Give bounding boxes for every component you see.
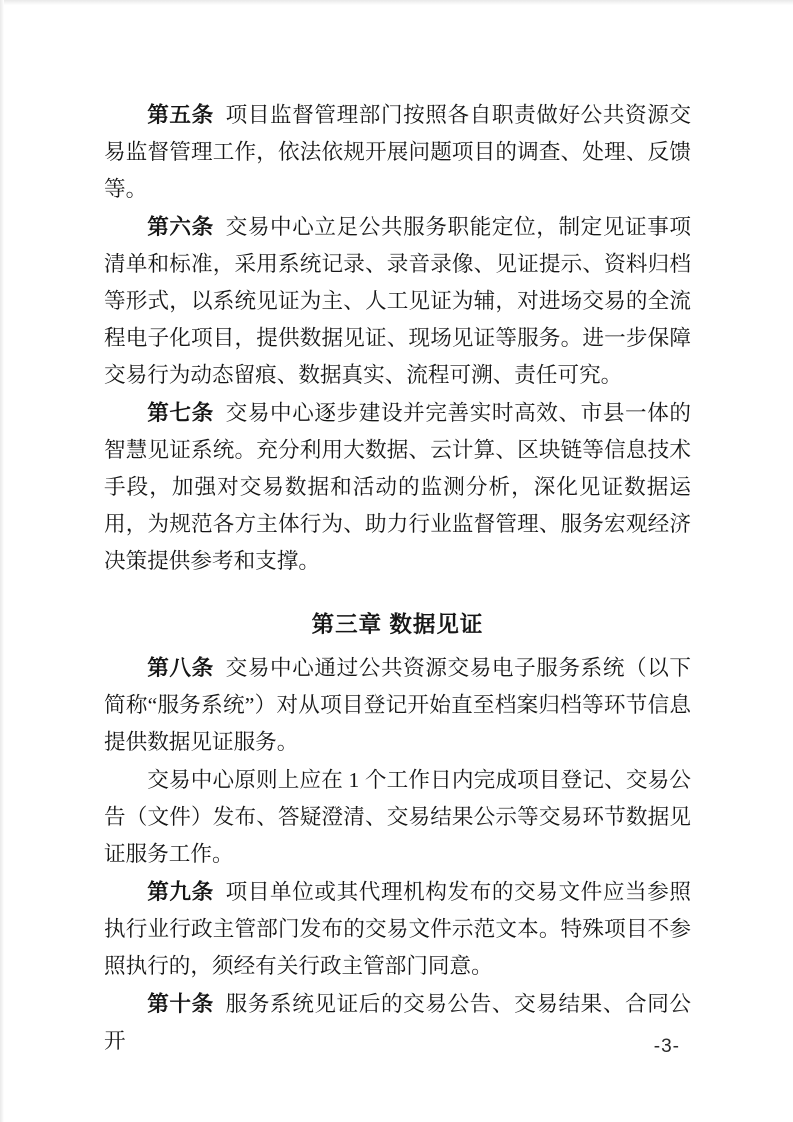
scan-edge-top — [0, 0, 793, 5]
page-number: -3- — [653, 1036, 680, 1057]
article-text: 交易中心逐步建设并完善实时高效、市县一体的智慧见证系统。充分利用大数据、云计算、区块链等信息技术手段，加强对交易数据和活动的监测分析，深化见证数据运用，为规范各方主体行为、助力行业监督管理、服务宏观经济决策提供参考和支撑。 — [104, 401, 691, 573]
chapter-heading: 第三章 数据见证 — [311, 612, 484, 637]
article-paragraph-10 — [104, 985, 691, 1060]
article-paragraph-7 — [104, 394, 691, 580]
article-paragraph-8 — [104, 649, 691, 761]
article-paragraph-5 — [104, 96, 691, 208]
article-number-label: 第五条 — [147, 102, 214, 127]
article-text: 服务系统见证后的交易公告、交易结果、合同公开 — [104, 992, 691, 1053]
article-text: 交易中心原则上应在 1 个工作日内完成项目登记、交易公告（文件）发布、答疑澄清、交易结果公示等交易环节数据见证服务工作。 — [104, 768, 691, 866]
article-number-label: 第六条 — [147, 214, 214, 239]
article-paragraph-9 — [104, 873, 691, 985]
article-paragraph-6 — [104, 208, 691, 394]
article-text: 项目单位或其代理机构发布的交易文件应当参照执行业行政主管部门发布的交易文件示范文本。特殊项目不参照执行的，须经有关行政主管部门同意。 — [104, 880, 691, 978]
article-number-label: 第九条 — [147, 879, 214, 904]
article-text: 交易中心立足公共服务职能定位，制定见证事项清单和标准，采用系统记录、录音录像、见证提示、资料归档等形式，以系统见证为主、人工见证为辅，对进场交易的全流程电子化项目，提供数据见证、现场见证等服务。进一步保障交易行为动态留痕、数据真实、流程可溯、责任可究。 — [104, 215, 691, 387]
article-text: 交易中心通过公共资源交易电子服务系统（以下简称“服务系统”）对从项目登记开始直至档案归档等环节信息提供数据见证服务。 — [104, 656, 691, 754]
article-number-label: 第八条 — [147, 655, 214, 680]
article-number-label: 第十条 — [147, 991, 214, 1016]
scan-edge-left — [0, 0, 4, 1122]
article-paragraph-8-continued — [104, 761, 691, 873]
document-body — [104, 96, 691, 1060]
article-text: 项目监督管理部门按照各自职责做好公共资源交易监督管理工作，依法依规开展问题项目的调查、处理、反馈等。 — [104, 103, 691, 201]
article-number-label: 第七条 — [147, 400, 214, 425]
